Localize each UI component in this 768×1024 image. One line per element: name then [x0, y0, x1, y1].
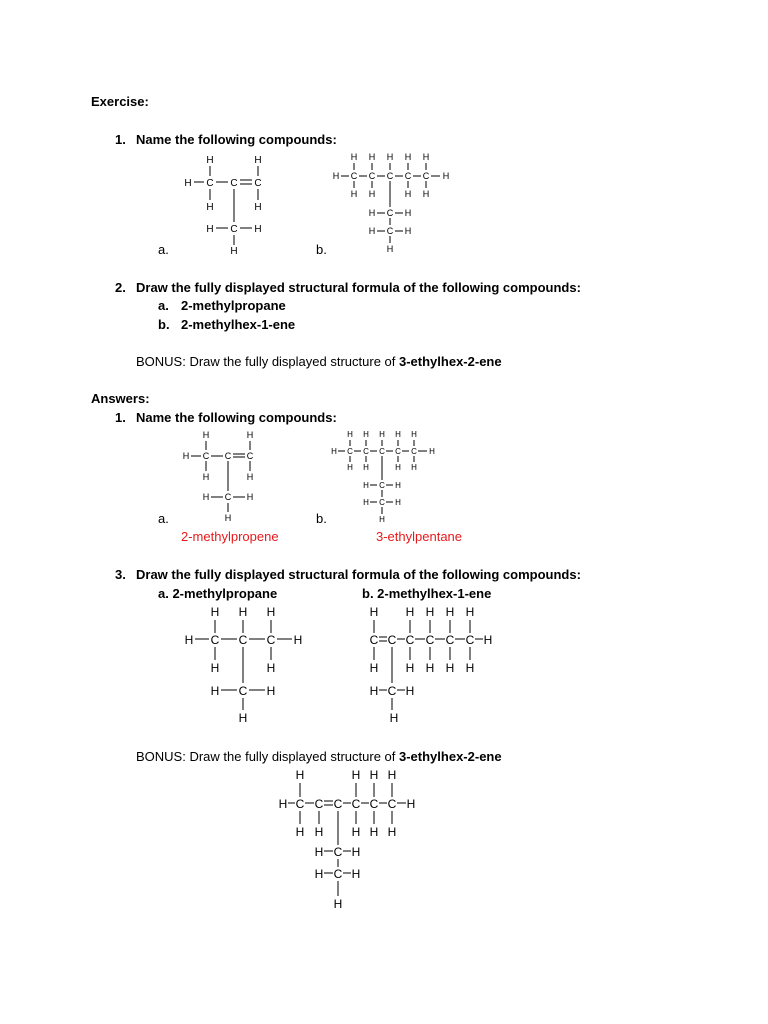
answer-bonus-prefix: BONUS: Draw the fully displayed structure of — [136, 749, 399, 764]
svg-text:H: H — [422, 189, 430, 199]
svg-text:H: H — [246, 492, 254, 502]
svg-text:H: H — [351, 845, 361, 859]
svg-text:C: C — [395, 447, 401, 456]
svg-text:H: H — [369, 825, 379, 839]
svg-text:H: H — [314, 845, 324, 859]
svg-text:H: H — [425, 605, 435, 619]
svg-text:H: H — [404, 152, 412, 162]
q2-b-text: 2-methylhex-1-ene — [181, 317, 296, 332]
exercise-bonus-prefix: BONUS: Draw the fully displayed structure of — [136, 354, 399, 369]
svg-text:C: C — [379, 447, 385, 456]
svg-text:C: C — [363, 447, 369, 456]
svg-text:C: C — [347, 447, 353, 456]
svg-text:C: C — [404, 171, 412, 181]
svg-text:H: H — [404, 189, 412, 199]
q2-text: Draw the fully displayed structural formula of the following compounds: — [136, 280, 581, 295]
svg-text:C: C — [379, 481, 385, 490]
svg-text:H: H — [238, 711, 248, 725]
svg-text:C: C — [386, 208, 394, 218]
svg-text:C: C — [333, 867, 343, 881]
svg-text:H: H — [379, 430, 385, 439]
svg-text:C: C — [350, 171, 358, 181]
svg-text:H: H — [386, 244, 394, 254]
svg-text:C: C — [314, 797, 324, 811]
exercise-bonus — [136, 354, 502, 369]
svg-text:C: C — [333, 845, 343, 859]
svg-text:C: C — [368, 171, 376, 181]
answer-bonus-compound: 3-ethylhex-2-ene — [399, 749, 502, 764]
answer-q3-number: 3. — [115, 567, 126, 582]
svg-text:H: H — [363, 463, 369, 472]
svg-text:H: H — [278, 797, 288, 811]
svg-text:H: H — [184, 633, 194, 647]
svg-text:C: C — [224, 451, 232, 461]
svg-text:H: H — [238, 605, 248, 619]
answer-bonus — [136, 749, 502, 764]
svg-text:H: H — [332, 171, 340, 181]
svg-text:H: H — [387, 825, 397, 839]
svg-text:H: H — [246, 430, 254, 440]
svg-text:C: C — [387, 684, 397, 698]
structure-3-ethylhex-2-ene — [274, 766, 422, 914]
q2-a-label: a. — [158, 298, 169, 313]
svg-text:H: H — [465, 605, 475, 619]
svg-text:H: H — [206, 224, 214, 235]
svg-text:H: H — [210, 684, 220, 698]
q1-text: Name the following compounds: — [136, 132, 337, 147]
svg-text:C: C — [224, 492, 232, 502]
svg-text:C: C — [369, 633, 379, 647]
svg-text:C: C — [405, 633, 415, 647]
svg-text:H: H — [389, 711, 399, 725]
svg-text:H: H — [369, 605, 379, 619]
exercise-label-a: a. — [158, 242, 169, 257]
svg-text:H: H — [445, 661, 455, 675]
svg-text:H: H — [379, 515, 385, 524]
q1-number: 1. — [115, 132, 126, 147]
svg-text:H: H — [395, 481, 401, 490]
svg-text:H: H — [395, 463, 401, 472]
svg-text:H: H — [293, 633, 303, 647]
exercise-bonus-compound: 3-ethylhex-2-ene — [399, 354, 502, 369]
svg-text:H: H — [369, 768, 379, 782]
svg-text:H: H — [350, 152, 358, 162]
svg-text:H: H — [422, 152, 430, 162]
svg-text:H: H — [351, 825, 361, 839]
svg-text:H: H — [363, 430, 369, 439]
svg-text:H: H — [483, 633, 493, 647]
svg-text:C: C — [386, 171, 394, 181]
svg-text:H: H — [295, 825, 305, 839]
q2-b-label: b. — [158, 317, 170, 332]
svg-text:H: H — [405, 661, 415, 675]
svg-text:H: H — [395, 498, 401, 507]
answer-q3-a: a. 2-methylpropane — [158, 586, 278, 601]
svg-text:C: C — [246, 451, 254, 461]
svg-text:H: H — [254, 224, 262, 235]
svg-text:H: H — [230, 246, 238, 257]
answer-label-b: b. — [316, 511, 327, 526]
svg-text:H: H — [314, 867, 324, 881]
svg-text:H: H — [368, 226, 376, 236]
answer-label-a: a. — [158, 511, 169, 526]
exercise-label-b: b. — [316, 242, 327, 257]
answer-q3-b: b. 2-methylhex-1-ene — [362, 586, 492, 601]
svg-text:C: C — [369, 797, 379, 811]
svg-text:H: H — [368, 152, 376, 162]
svg-text:H: H — [363, 498, 369, 507]
svg-text:H: H — [404, 208, 412, 218]
svg-text:H: H — [206, 202, 214, 213]
svg-text:H: H — [333, 897, 343, 911]
structure-2-methylpropane — [180, 602, 310, 726]
svg-text:C: C — [351, 797, 361, 811]
answers-heading: Answers: — [91, 391, 150, 406]
svg-text:H: H — [465, 661, 475, 675]
svg-text:H: H — [369, 661, 379, 675]
structure-2-methylhex-1-ene — [364, 602, 498, 726]
svg-text:C: C — [387, 633, 397, 647]
svg-text:H: H — [347, 463, 353, 472]
answer-q1-text: Name the following compounds: — [136, 410, 337, 425]
svg-text:C: C — [202, 451, 210, 461]
svg-text:C: C — [254, 178, 262, 189]
svg-text:H: H — [442, 171, 450, 181]
svg-text:H: H — [314, 825, 324, 839]
svg-text:H: H — [210, 605, 220, 619]
svg-text:H: H — [202, 430, 210, 440]
svg-text:C: C — [445, 633, 455, 647]
svg-text:H: H — [411, 430, 417, 439]
svg-text:C: C — [206, 178, 214, 189]
svg-text:H: H — [386, 152, 394, 162]
answer-q1-number: 1. — [115, 410, 126, 425]
svg-text:H: H — [406, 797, 416, 811]
svg-text:H: H — [246, 472, 254, 482]
svg-text:H: H — [184, 178, 192, 189]
svg-text:H: H — [363, 481, 369, 490]
svg-text:C: C — [465, 633, 475, 647]
exercise-heading: Exercise: — [91, 94, 149, 109]
svg-text:H: H — [405, 684, 415, 698]
svg-text:C: C — [422, 171, 430, 181]
svg-text:C: C — [230, 178, 238, 189]
svg-text:H: H — [387, 768, 397, 782]
svg-text:H: H — [347, 430, 353, 439]
structure-exercise-b — [330, 150, 454, 258]
svg-text:H: H — [266, 684, 276, 698]
svg-text:C: C — [238, 633, 248, 647]
q2-a-text: 2-methylpropane — [181, 298, 286, 313]
svg-text:H: H — [182, 451, 190, 461]
svg-text:H: H — [368, 208, 376, 218]
svg-text:H: H — [224, 513, 232, 523]
svg-text:H: H — [295, 768, 305, 782]
answer-q3-text: Draw the fully displayed structural formula of the following compounds: — [136, 567, 581, 582]
svg-text:H: H — [202, 492, 210, 502]
svg-text:H: H — [266, 605, 276, 619]
svg-text:H: H — [254, 155, 262, 166]
svg-text:H: H — [429, 447, 435, 456]
svg-text:H: H — [202, 472, 210, 482]
svg-text:C: C — [238, 684, 248, 698]
answer-b-text: 3-ethylpentane — [376, 529, 463, 544]
svg-text:C: C — [387, 797, 397, 811]
svg-text:H: H — [254, 202, 262, 213]
svg-text:H: H — [425, 661, 435, 675]
svg-text:C: C — [210, 633, 220, 647]
svg-text:H: H — [369, 684, 379, 698]
svg-text:C: C — [411, 447, 417, 456]
svg-text:H: H — [445, 605, 455, 619]
svg-text:C: C — [425, 633, 435, 647]
q2-number: 2. — [115, 280, 126, 295]
svg-text:H: H — [266, 661, 276, 675]
svg-text:C: C — [379, 498, 385, 507]
svg-text:H: H — [405, 605, 415, 619]
svg-text:C: C — [386, 226, 394, 236]
svg-text:C: C — [230, 224, 238, 235]
svg-text:C: C — [266, 633, 276, 647]
svg-text:H: H — [350, 189, 358, 199]
svg-text:H: H — [331, 447, 337, 456]
svg-text:C: C — [333, 797, 343, 811]
svg-text:C: C — [295, 797, 305, 811]
answer-a-text: 2-methylpropene — [181, 529, 279, 544]
svg-text:H: H — [368, 189, 376, 199]
svg-text:H: H — [395, 430, 401, 439]
structure-answer-b — [328, 428, 440, 526]
svg-text:H: H — [206, 155, 214, 166]
svg-text:H: H — [351, 867, 361, 881]
svg-text:H: H — [351, 768, 361, 782]
structure-answer-a — [176, 428, 262, 526]
structure-exercise-a — [176, 152, 272, 260]
svg-text:H: H — [411, 463, 417, 472]
svg-text:H: H — [404, 226, 412, 236]
svg-text:H: H — [210, 661, 220, 675]
